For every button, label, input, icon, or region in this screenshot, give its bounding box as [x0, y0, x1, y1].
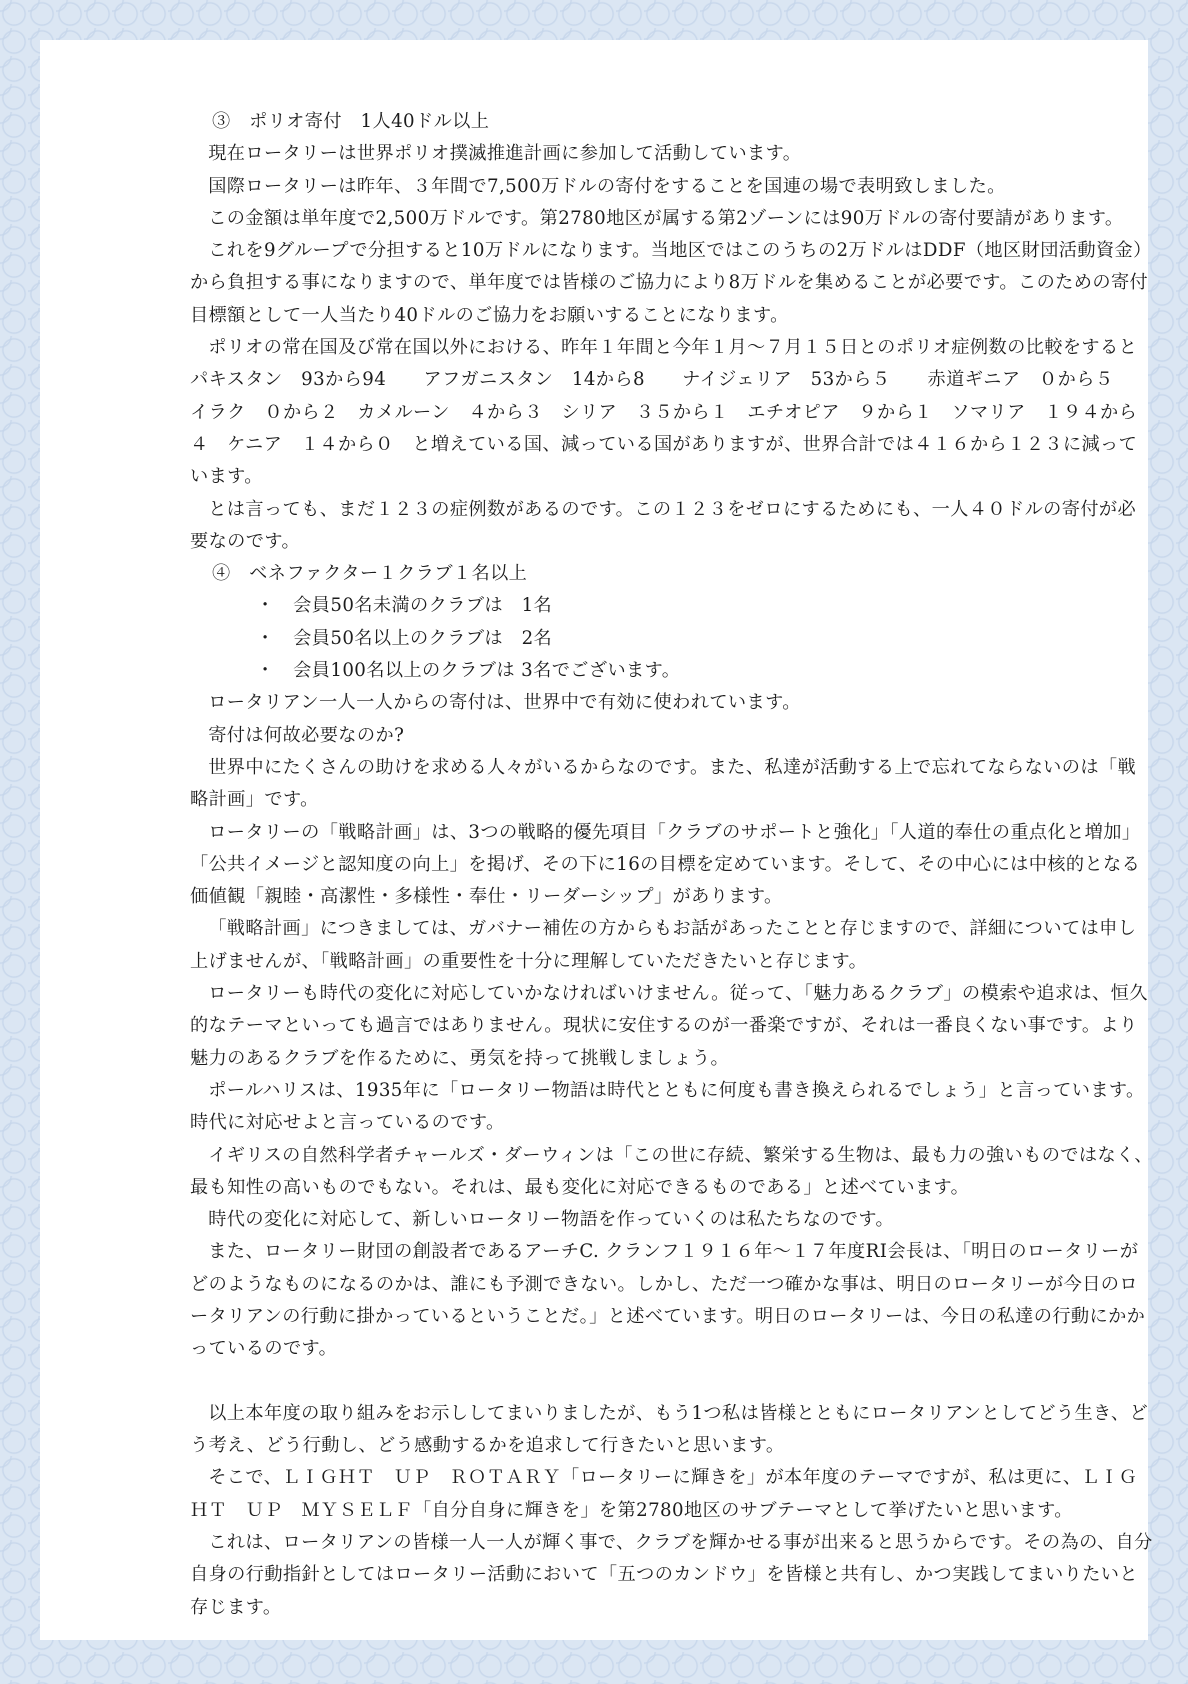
paragraph: この金額は単年度で2,500万ドルです。第2780地区が属する第2ゾーンには90万ドルの寄付要請があります。 [208, 207, 1124, 229]
paragraph: ロータリアン一人一人からの寄付は、世界中で有効に使われています。 [208, 692, 801, 714]
paragraph: ロータリーも時代の変化に対応していかなければいけません。従って、「魅力あるクラブ」の模索や追求は、恒久的なテーマといっても過言ではありません。現状に安住するのが一番楽ですが、それは一番良くない事です。より魅力のあるクラブを作るために、勇気を持って挑戦しましょう。 [190, 983, 1148, 1069]
paragraph: 現在ロータリーは世界ポリオ撲滅推進計画に参加して活動しています。 [208, 143, 802, 165]
paragraph: これは、ロータリアンの皆様一人一人が輝く事で、クラブを輝かせる事が出来ると思うからです。その為の、自分自身の行動指針としてはロータリー活動において「五つのカンドウ」を皆様と共有し、かつ実践してまいりたいと存じます。 [190, 1532, 1153, 1618]
paragraph: 寄付は何故必要なのか? [208, 724, 405, 746]
paragraph: 時代の変化に対応して、新しいロータリー物語を作っていくのは私たちなのです。 [208, 1209, 895, 1231]
paragraph: 「戦略計画」につきましては、ガバナー補佐の方からもお話があったことと存じますので、詳細については申し上げませんが、「戦略計画」の重要性を十分に理解していただきたいと存じます。 [190, 918, 1137, 972]
list-item: ・ 会員50名未満のクラブは 1名 [256, 595, 553, 617]
paragraph: ポリオの常在国及び常在国以外における、昨年１年間と今年１月～７月１５日とのポリオ症例数の比較をするとパキスタン 93から94 アフガニスタン 14から8 ナイジェリア 53から５ 赤道ギニア ０から５ イラク ０から２ カメルーン ４から３ シリア ３５から１ エチオピア ９から１ ソマリア １９４から４ ケニア １４から０ と増えている国、減っている国がありますが、世界合計では４１６から１２３に減っています。 [190, 337, 1151, 488]
paragraph: とは言っても、まだ１２３の症例数があるのです。この１２３をゼロにするためにも、一人４０ドルの寄付が必要なのです。 [190, 498, 1137, 552]
section-heading-polio: ③ ポリオ寄付 1人40ドル以上 [212, 111, 490, 132]
page-sheet [40, 40, 1153, 1640]
paragraph: これを9グループで分担すると10万ドルになります。当地区ではこのうちの2万ドルはDDF（地区財団活動資金）から負担する事になりますので、単年度では皆様のご協力により8万ドルを集めることが必要です。このための寄付目標額として一人当たり40ドルのご協力をお願いすることになります。 [190, 240, 1152, 326]
paragraph: ロータリーの「戦略計画」は、3つの戦略的優先項目「クラブのサポートと強化」「人道的奉仕の重点化と増加」「公共イメージと認知度の向上」を掲げ、その下に16の目標を定めています。そして、その中心には中核的となる価値観「親睦・高潔性・多様性・奉仕・リーダーシップ」があります。 [190, 821, 1141, 908]
paragraph: 国際ロータリーは昨年、３年間で7,500万ドルの寄付をすることを国連の場で表明致しました。 [208, 175, 1006, 197]
paragraph: ポールハリスは、1935年に「ロータリー物語は時代とともに何度も書き換えられるでしょう」と言っています。時代に対応せよと言っているのです。 [190, 1079, 1145, 1134]
document-body [190, 106, 1154, 1624]
paragraph: そこで、ＬＩＧＨＴ ＵＰ ＲＯＴＡＲＹ「ロータリーに輝きを」が本年度のテーマですが、私は更に、ＬＩＧＨＴ ＵＰ ＭＹＳＥＬＦ「自分自身に輝きを」を第2780地区のサブテーマとして挙げたいと思います。 [190, 1467, 1138, 1521]
list-item: ・ 会員50名以上のクラブは 2名 [256, 627, 553, 649]
paragraph: 以上本年度の取り組みをお示ししてまいりましたが、もう1つ私は皆様とともにロータリアンとしてどう生き、どう考え、どう行動し、どう感動するかを追求して行きたいと思います。 [190, 1402, 1149, 1457]
paragraph: 世界中にたくさんの助けを求める人々がいるからなのです。また、私達が活動する上で忘れてならないのは「戦略計画」です。 [190, 756, 1137, 811]
paragraph: また、ロータリー財団の創設者であるアーチC. クランフ１９１６年～１７年度RI会長は、「明日のロータリーがどのようなものになるのかは、誰にも予測できない。しかし、ただ一つ確かな事は、明日のロータリーが今日のロータリアンの行動に掛かっているということだ。」と述べています。明日のロータリーは、今日の私達の行動にかかっているのです。 [190, 1241, 1146, 1360]
list-item: ・ 会員100名以上のクラブは 3名でございます。 [256, 660, 681, 682]
blank-line [190, 1366, 1154, 1398]
paragraph: イギリスの自然科学者チャールズ・ダーウィンは「この世に存続、繁栄する生物は、最も力の強いものではなく、最も知性の高いものでもない。それは、最も変化に対応できるものである」と述べています。 [190, 1144, 1153, 1198]
section-heading-benefactor: ④ ベネファクター１クラブ１名以上 [212, 563, 528, 585]
